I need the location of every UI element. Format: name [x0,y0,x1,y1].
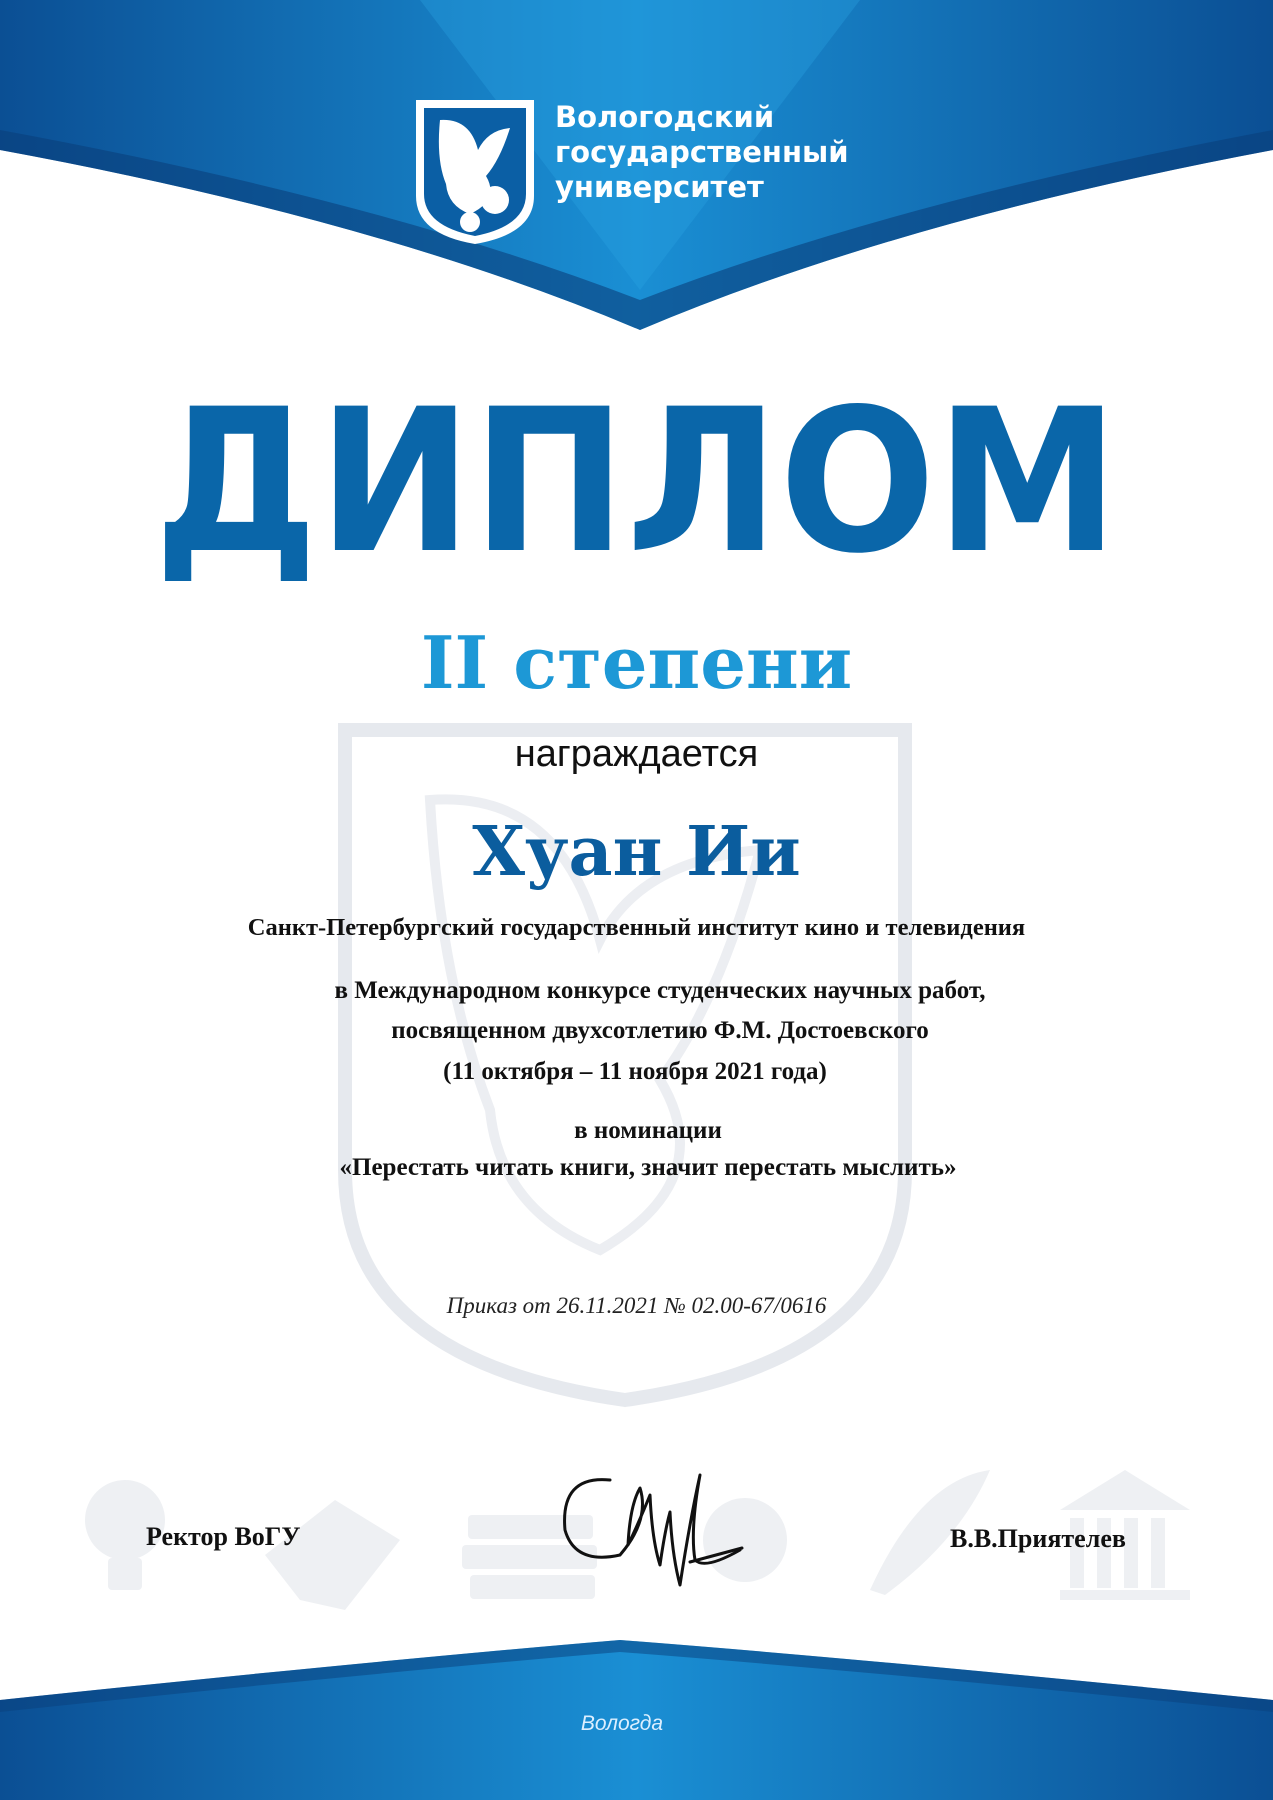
order-reference: Приказ от 26.11.2021 № 02.00-67/0616 [446,1293,827,1318]
nomination-label: в номинации [574,1117,722,1144]
signatory-position: Ректор ВоГУ [146,1522,301,1551]
institution-name: Санкт-Петербургский государственный институт кино и телевидения [247,914,1026,941]
diploma-title: ДИПЛОМ [154,366,1119,597]
university-name-line-2: государственный [555,135,849,169]
competition-line-1: в Международном конкурсе студенческих научных работ, [334,977,986,1004]
competition-line-2: посвященном двухсотлетию Ф.М. Достоевского [391,1017,929,1044]
competition-line-3: (11 октября – 11 ноября 2021 года) [443,1058,827,1085]
recipient-name: Хуан Ии [472,812,801,892]
degree-label: II степени [420,620,853,705]
nomination-title: «Перестать читать книги, значит перестать мыслить» [339,1154,957,1181]
university-name-line-1: Вологодский [555,100,775,134]
awarded-text: награждается [514,733,759,775]
signatory-name: В.В.Приятелев [950,1524,1126,1553]
university-name-line-3: университет [555,170,764,204]
footer-city: Вологда [580,1712,664,1735]
